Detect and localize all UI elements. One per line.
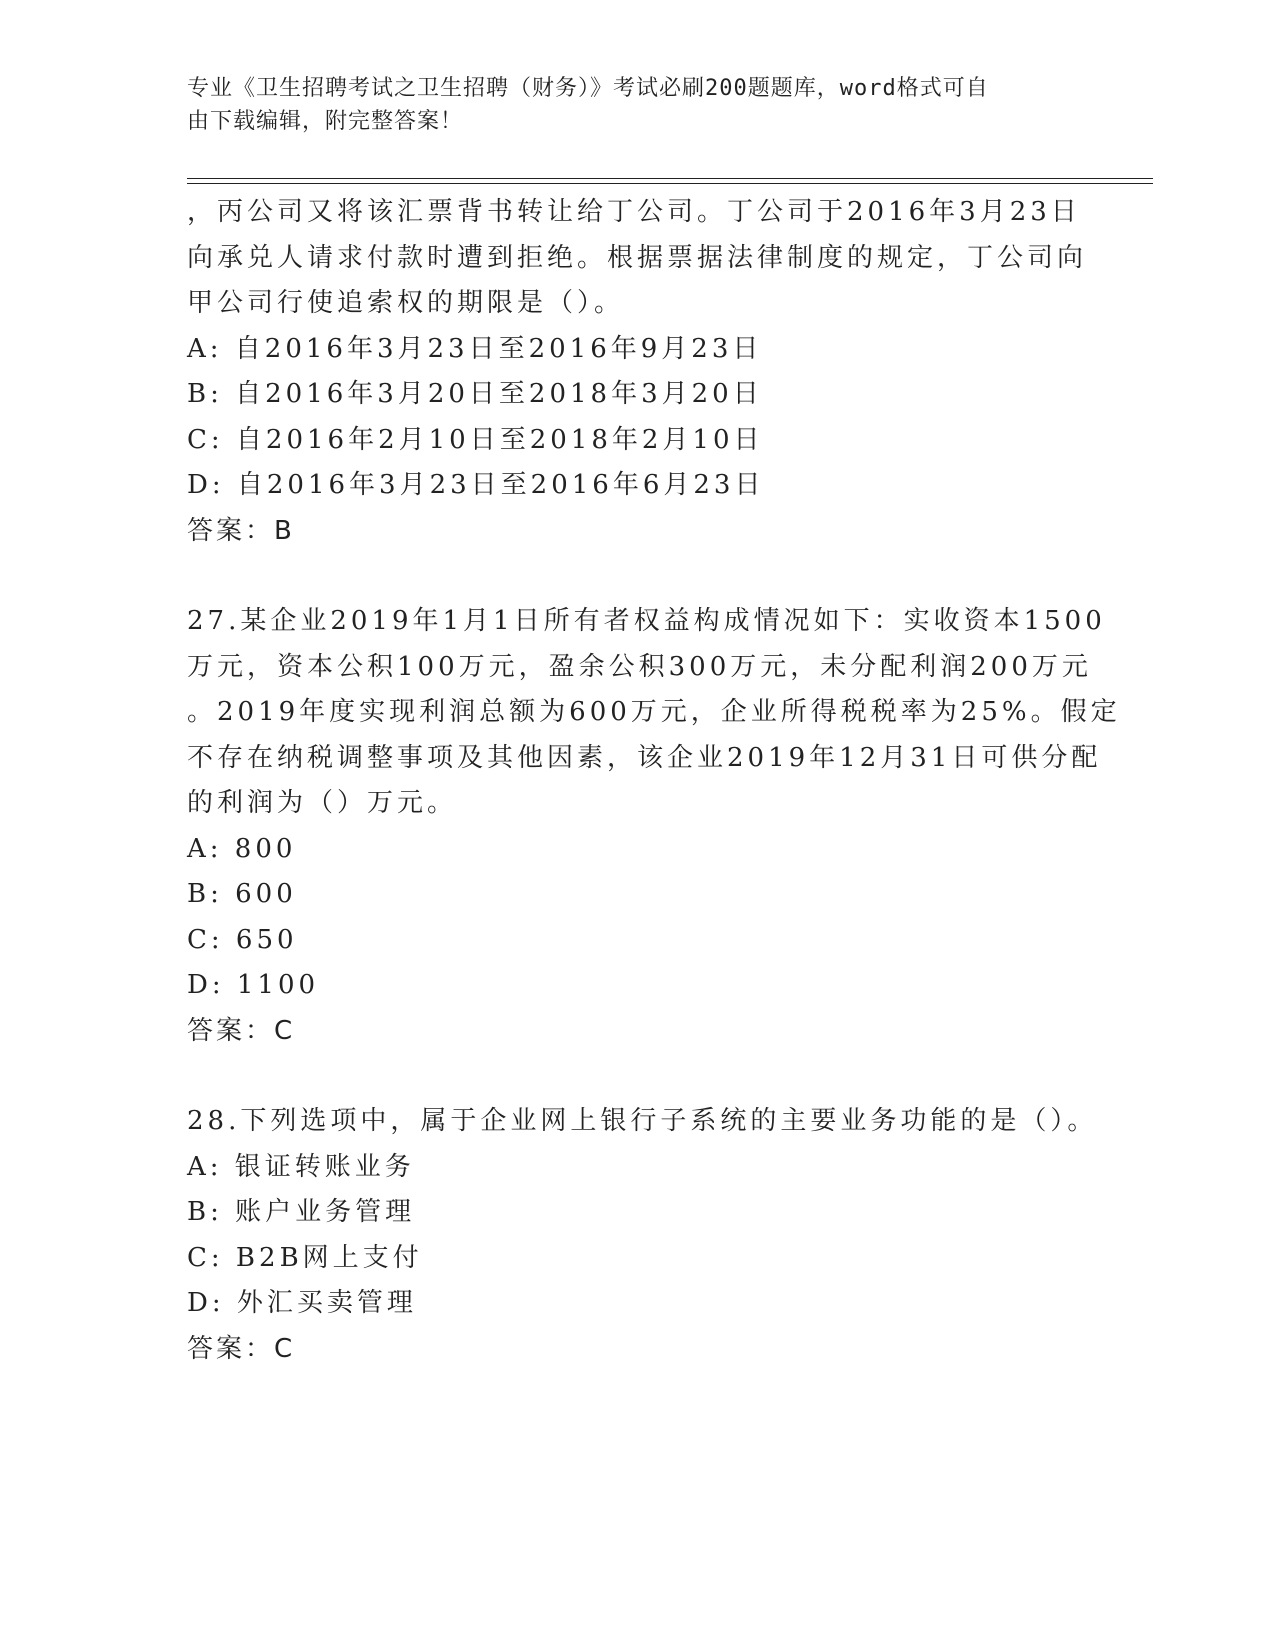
option-d: D: 1100 (187, 970, 320, 1000)
question-stem-line: 万元，资本公积100万元，盈余公积300万元，未分配利润200万元 (187, 651, 1092, 682)
document-header (187, 72, 1087, 138)
option-a: A: 自2016年3月23日至2016年9月23日 (187, 333, 763, 364)
header-divider-bottom (187, 183, 1153, 184)
answer-line: 答案：B (187, 515, 295, 546)
option-d: D: 自2016年3月23日至2016年6月23日 (187, 470, 765, 500)
question-block (187, 190, 1087, 554)
question-stem-line: 向承兑人请求付款时遭到拒绝。根据票据法律制度的规定，丁公司向 (187, 242, 1088, 273)
option-c: C: 自2016年2月10日至2018年2月10日 (187, 424, 764, 455)
question-block (187, 1099, 1098, 1372)
question-stem-line: 不存在纳税调整事项及其他因素，该企业2019年12月31日可供分配 (187, 742, 1102, 773)
question-stem-line: 的利润为（）万元。 (187, 788, 458, 818)
option-c: C: 650 (187, 924, 298, 955)
option-a: A: 800 (187, 833, 297, 864)
option-c: C: B2B网上支付 (187, 1242, 423, 1273)
header-line-1: 专业《卫生招聘考试之卫生招聘（财务）》考试必刷200题题库，word格式可自 (187, 76, 989, 101)
question-stem-line: 27.某企业2019年1月1日所有者权益构成情况如下：实收资本1500 (187, 606, 1106, 636)
header-divider-top (187, 178, 1153, 179)
option-b: B: 600 (187, 879, 297, 909)
answer-line: 答案：C (187, 1015, 296, 1046)
option-b: B: 账户业务管理 (187, 1197, 416, 1227)
document-body (187, 190, 1121, 1417)
option-a: A: 银证转账业务 (187, 1151, 415, 1182)
question-block (187, 599, 1121, 1054)
question-stem-line: 28.下列选项中，属于企业网上银行子系统的主要业务功能的是（）。 (187, 1106, 1098, 1136)
option-b: B: 自2016年3月20日至2018年3月20日 (187, 379, 763, 409)
answer-line: 答案：C (187, 1333, 296, 1364)
question-stem-line: 。2019年度实现利润总额为600万元，企业所得税税率为25%。假定 (187, 697, 1121, 727)
option-d: D: 外汇买卖管理 (187, 1288, 417, 1318)
header-line-2: 由下载编辑，附完整答案！ (187, 109, 464, 134)
question-stem-line: ，丙公司又将该汇票背书转让给丁公司。丁公司于2016年3月23日 (187, 197, 1081, 227)
question-stem-line: 甲公司行使追索权的期限是（）。 (187, 288, 625, 318)
